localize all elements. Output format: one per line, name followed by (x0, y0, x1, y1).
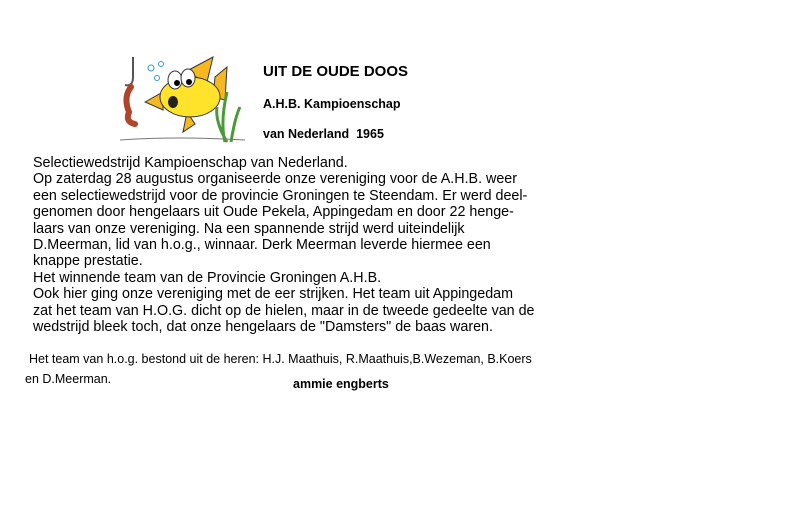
team-line-2: en D.Meerman. (25, 372, 112, 386)
fish-illustration (115, 52, 250, 147)
subtitle: A.H.B. Kampioenschap (263, 97, 401, 111)
team-line-1: Het team van h.o.g. bestond uit de heren: H.J. Maathuis, R.Maathuis,B.Wezeman, B.Koers (29, 352, 532, 366)
body-line: wedstrijd bleek toch, dat onze hengelaars de "Damsters" de baas waren. (33, 319, 493, 336)
body-line: Het winnende team van de Provincie Groningen A.H.B. (33, 269, 382, 286)
body-line: een selectiewedstrijd voor de provincie Groningen te Steendam. Er werd deel- (33, 187, 528, 204)
body-line: laars van onze vereniging. Na een spannende strijd werd uiteindelijk (33, 220, 465, 237)
article-body (33, 155, 535, 335)
author: ammie engberts (293, 377, 389, 391)
body-line: Op zaterdag 28 augustus organiseerde onze vereniging voor de A.H.B. weer (33, 171, 518, 188)
body-line: Selectiewedstrijd Kampioenschap van Nederland. (33, 155, 348, 171)
page-title: UIT DE OUDE DOOS (263, 63, 409, 80)
body-line: knappe prestatie. (33, 253, 143, 270)
body-line: Ook hier ging onze vereniging met de eer strijken. Het team uit Appingedam (33, 286, 514, 303)
body-line: genomen door hengelaars uit Oude Pekela, Appingedam en door 22 henge- (33, 204, 514, 221)
body-line: zat het team van H.O.G. dicht op de hielen, maar in de tweede gedeelte van de (33, 302, 535, 319)
body-line: D.Meerman, lid van h.o.g., winnaar. Derk Meerman leverde hiermee een (33, 237, 491, 254)
subtitle-year: van Nederland 1965 (263, 127, 384, 141)
